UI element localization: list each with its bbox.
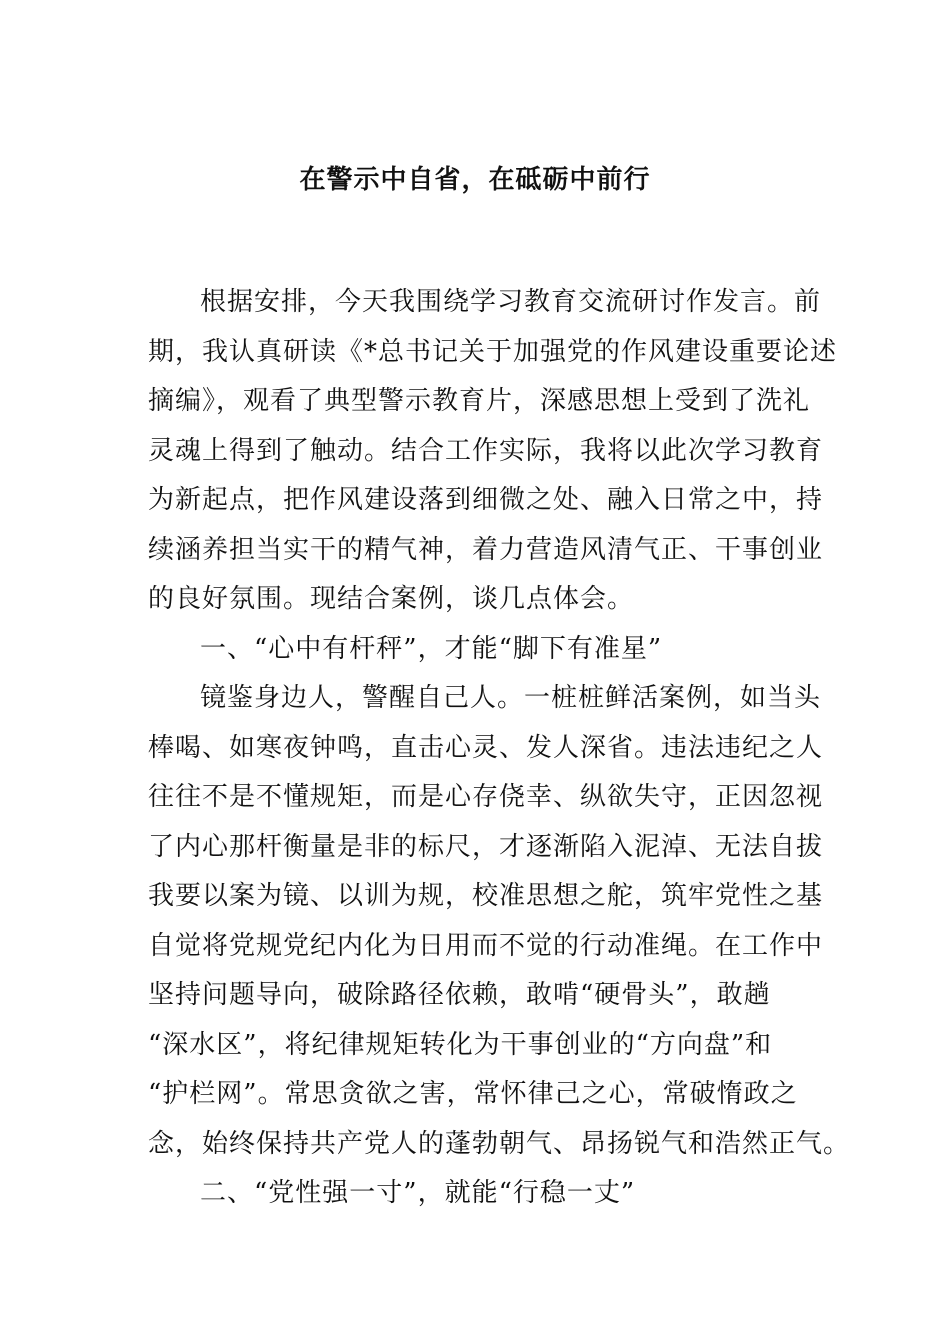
paragraph-line: 灵魂上得到了触动。结合工作实际，我将以此次学习教育 [148, 435, 824, 466]
paragraph-line: 棒喝、如寒夜钟鸣，直击心灵、发人深省。违法违纪之人 [148, 732, 824, 763]
section-heading: 一、“心中有杆秤”，才能“脚下有准星” [200, 633, 663, 664]
paragraph-line: 往往不是不懂规矩，而是心存侥幸、纵欲失守，正因忽视 [148, 782, 824, 812]
paragraph-line: 的良好氛围。现结合案例，谈几点体会。 [148, 584, 635, 614]
paragraph-line: 坚持问题导向，破除路径依赖，敢啃“硬骨头”，敢趟 [148, 980, 771, 1010]
paragraph-line: 了内心那杆衡量是非的标尺，才逐渐陷入泥淖、无法自拔 [148, 831, 824, 862]
paragraph-line: 根据安排，今天我围绕学习教育交流研讨作发言。前 [200, 287, 822, 317]
paragraph-line: 摘编》，观看了典型警示教育片，深感思想上受到了洗礼 [148, 386, 811, 416]
document-title: 在警示中自省，在砥砺中前行 [299, 165, 651, 195]
paragraph-line: 我要以案为镜、以训为规，校准思想之舵，筑牢党性之基 [148, 881, 824, 911]
paragraph-line: 镜鉴身边人，警醒自己人。一桩桩鲜活案例，如当头 [200, 683, 822, 713]
section-heading: 二、“党性强一寸”，就能“行稳一丈” [200, 1178, 636, 1208]
paragraph-line: 念，始终保持共产党人的蓬勃朝气、昂扬锐气和浩然正气。 [148, 1128, 851, 1159]
document-body [148, 278, 851, 1219]
paragraph-line: 自觉将党规党纪内化为日用而不觉的行动准绳。在工作中 [148, 930, 824, 961]
paragraph-line: “深水区”，将纪律规矩转化为干事创业的“方向盘”和 [148, 1029, 773, 1060]
paragraph-line: “护栏网”。常思贪欲之害，常怀律己之心，常破惰政之 [148, 1079, 798, 1109]
paragraph-line: 续涵养担当实干的精气神，着力营造风清气正、干事创业 [148, 534, 824, 565]
paragraph-line: 为新起点，把作风建设落到细微之处、融入日常之中，持 [148, 485, 824, 515]
paragraph-line: 期，我认真研读《*总书记关于加强党的作风建设重要论述 [148, 336, 838, 367]
